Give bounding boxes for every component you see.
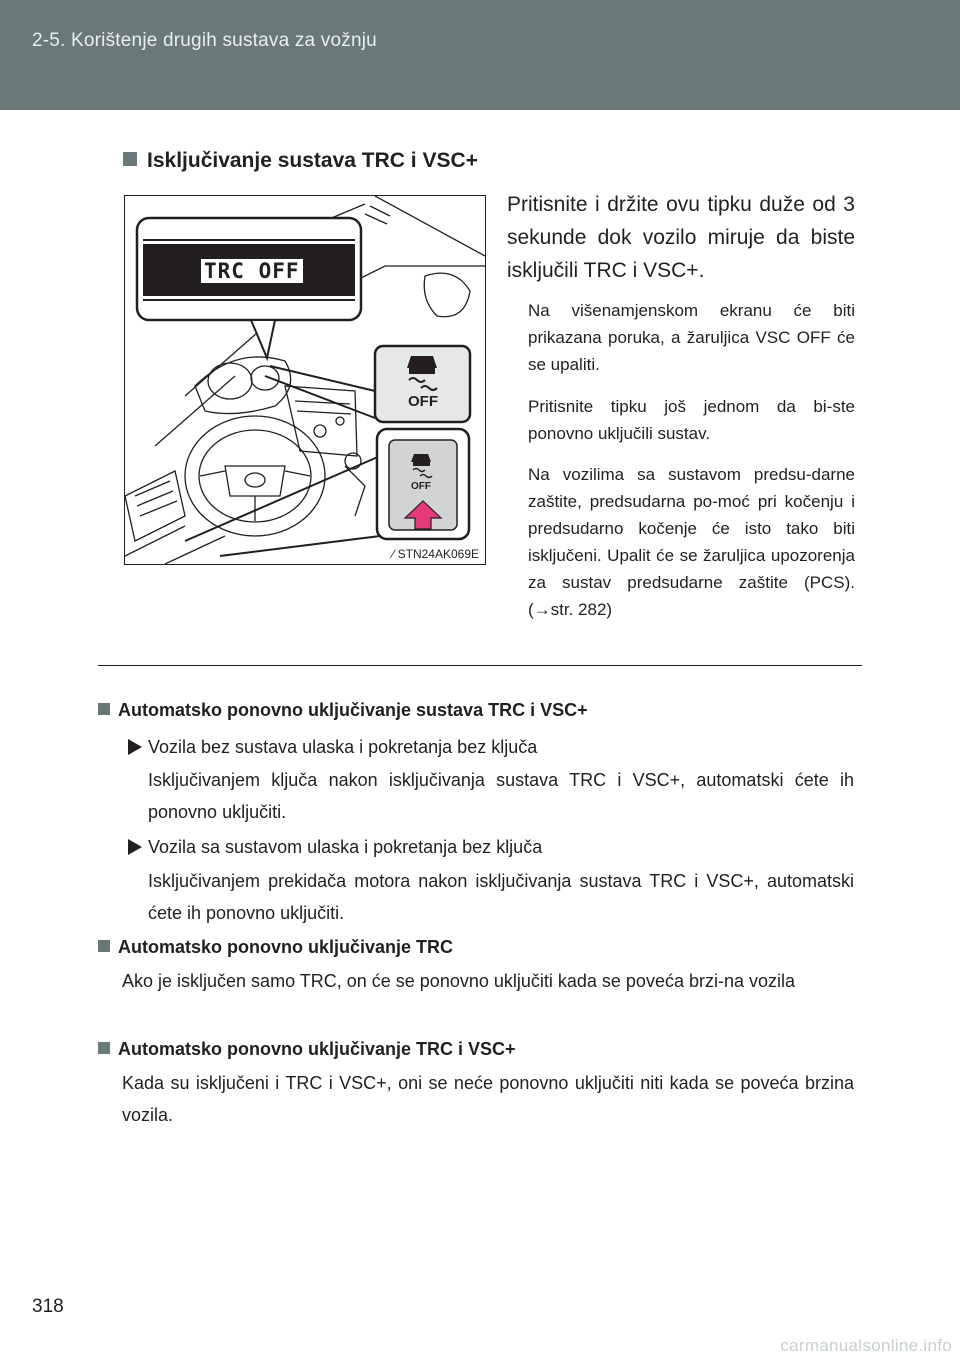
bullet-smart-key: Vozila sa sustavom ulaska i pokretanja bez ključa [128,837,542,858]
triangle-bullet-icon [128,839,142,855]
trc-off-display-text: TRC OFF [201,259,303,283]
heading-square-icon [98,703,110,715]
paragraph-no-smart-key: Isključivanjem ključa nakon isključivanja sustava TRC i VSC+, automatski ćete ih ponovno uključiti. [148,770,854,822]
dashboard-illustration [124,195,486,565]
watermark: carmanualsonline.info [780,1336,952,1355]
off-button-label-small: OFF [411,481,431,492]
heading-square-icon [123,152,137,166]
dashboard-drawing [125,196,485,564]
paragraph-auto-trc: Ako je isključen samo TRC, on će se ponovno uključiti kada se poveća brzi-na vozila [122,971,796,991]
bullet-no-smart-key: Vozila bez sustava ulaska i pokretanja bez ključa [128,737,537,758]
off-button-label: OFF [408,393,438,410]
header-band [0,0,960,110]
section-heading [123,149,478,173]
paragraph-smart-key: Isključivanjem prekidača motora nakon isključivanja sustava TRC i VSC+, automatski ćete ih ponovno uključiti. [148,871,854,923]
paragraph-auto-trc-vsc: Kada su isključeni i TRC i VSC+, oni se neće ponovno uključiti niti kada se poveća brzina vozila. [122,1073,854,1125]
heading-square-icon [98,940,110,952]
illustration-code: ⁄ STN24AK069E [392,547,479,561]
subheading-auto-trc: Automatsko ponovno uključivanje TRC [98,937,453,958]
section-heading-text: Isključivanje sustava TRC i VSC+ [147,149,478,172]
subheading-auto-trc-vsc: Automatsko ponovno uključivanje sustava TRC i VSC+ [98,700,588,721]
note-2: Pritisnite tipku još jednom da bi-ste ponovno uključili sustav. [528,397,855,443]
note-3: Na vozilima sa sustavom predsu-darne zaštite, predsudarna po-moć pri kočenju i predsudarno kočenje će isto tako biti isključeni. Upalit će se žaruljica upozorenja za sustav predsudarne zaštite (PCS). (→str. 282) [528,465,855,619]
divider [98,665,862,666]
heading-square-icon [98,1042,110,1054]
section-breadcrumb: 2-5. Korištenje drugih sustava za vožnju [32,30,377,51]
slash-icon: ⁄ [392,547,398,561]
page-number: 318 [32,1296,64,1317]
subheading-auto-trc-vsc-2: Automatsko ponovno uključivanje TRC i VSC+ [98,1039,516,1060]
main-instruction: Pritisnite i držite ovu tipku duže od 3 sekunde dok vozilo miruje da biste isključili TRC i VSC+. [507,193,855,282]
note-1: Na višenamjenskom ekranu će biti prikazana poruka, a žaruljica VSC OFF će se upaliti. [528,301,855,374]
triangle-bullet-icon [128,739,142,755]
